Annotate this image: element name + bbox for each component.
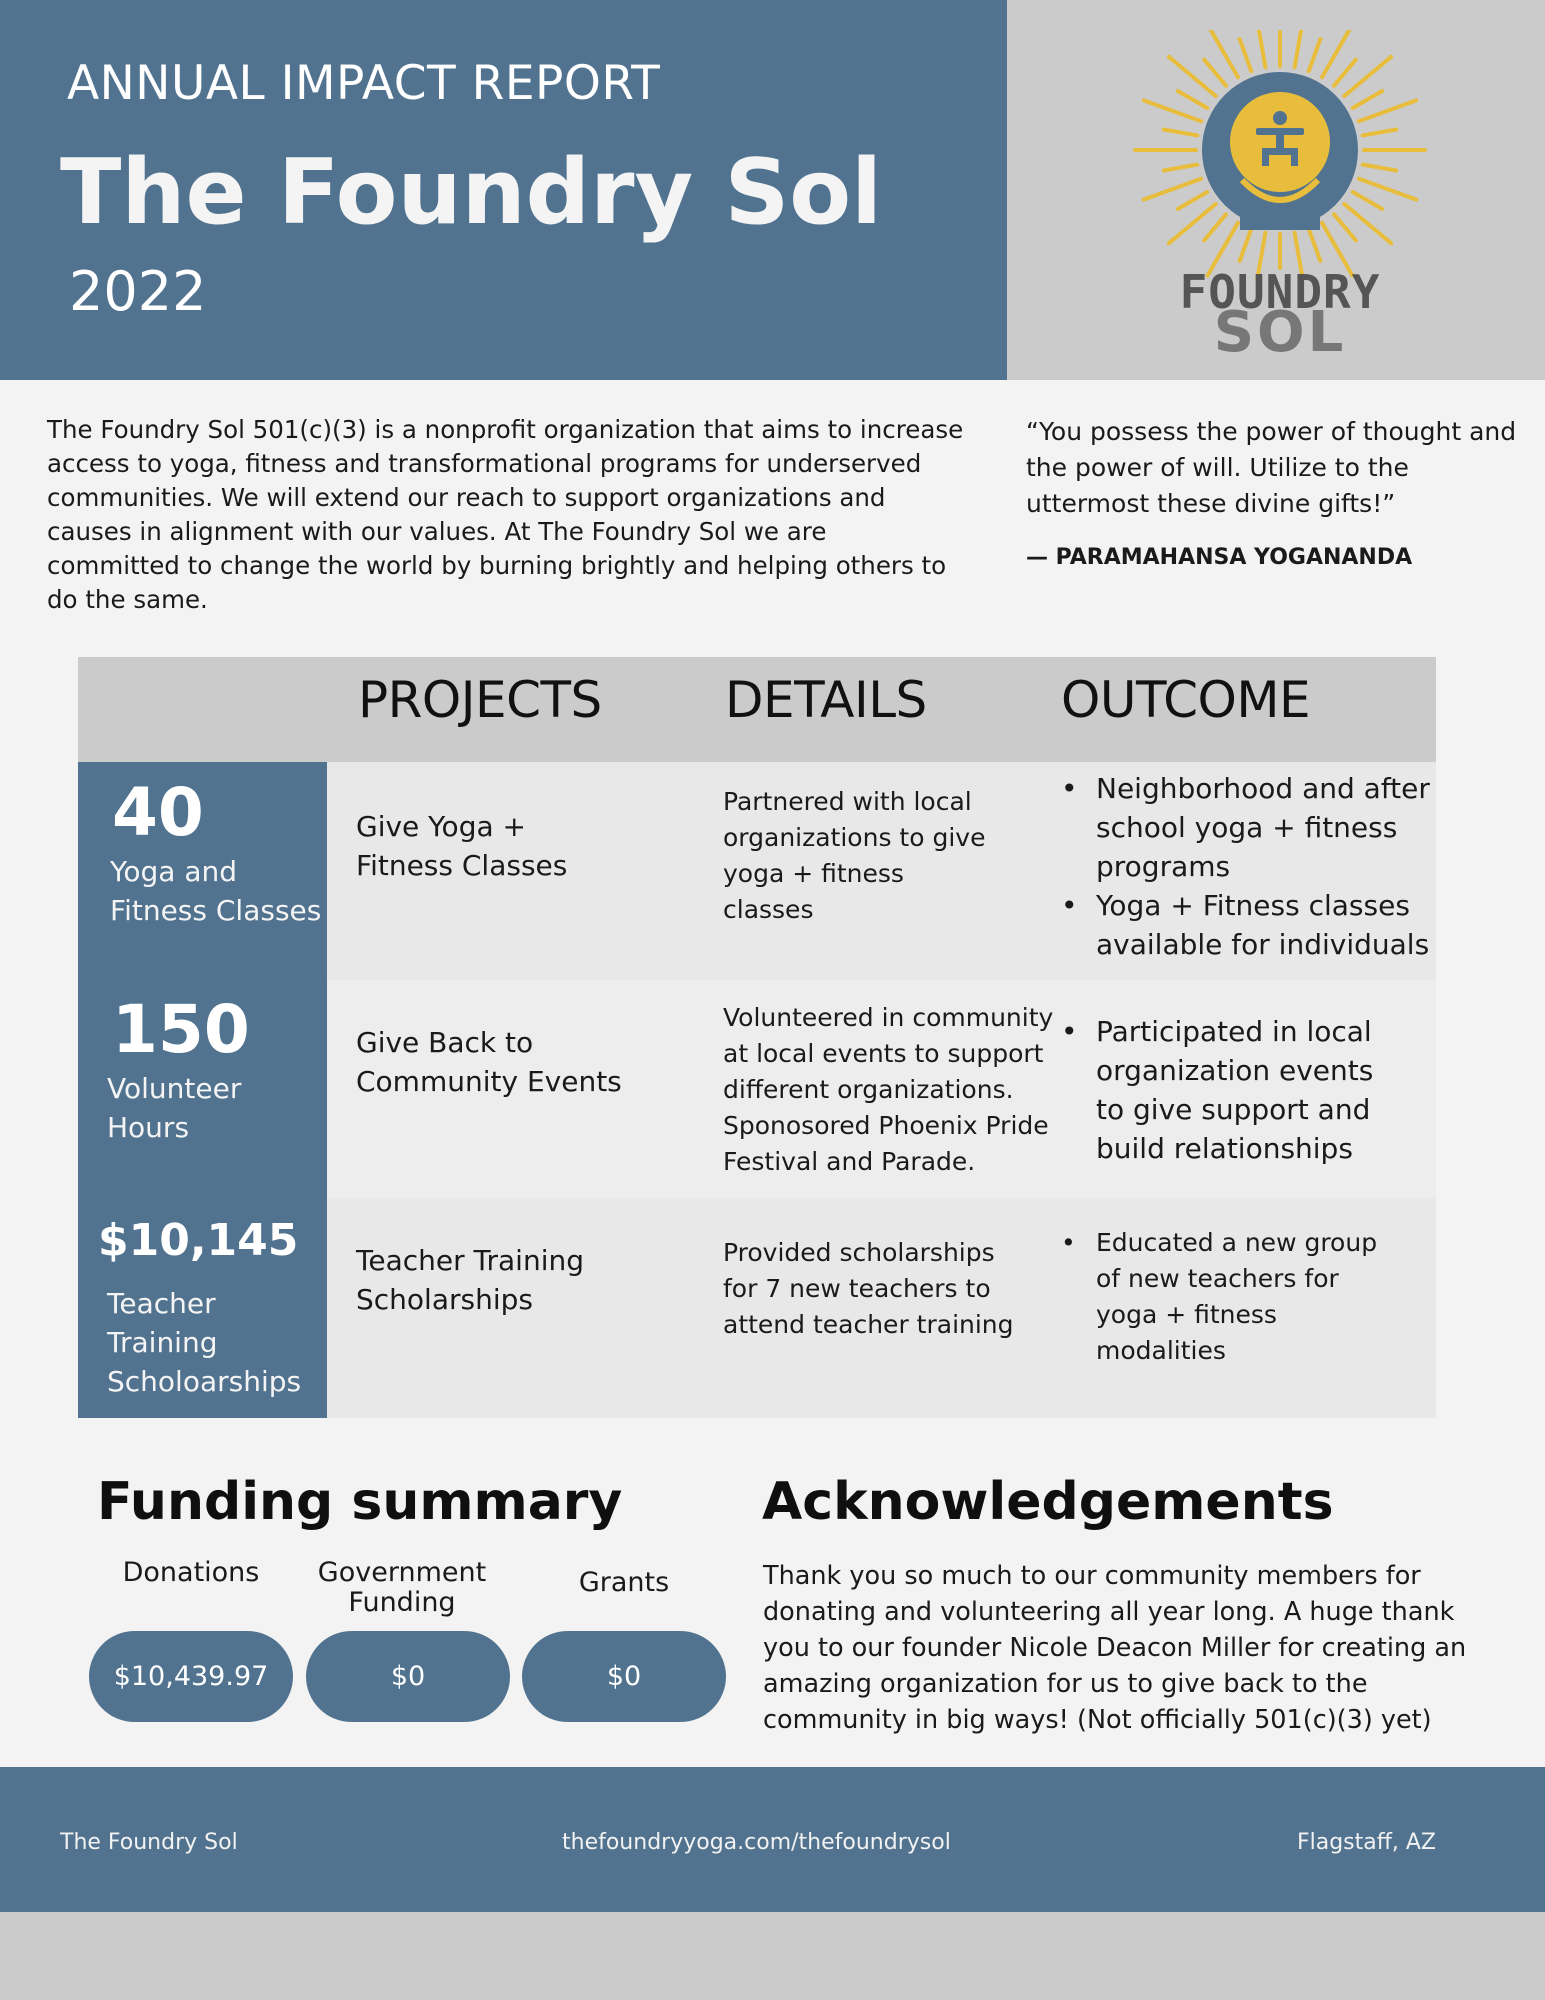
sun-ray [1309, 39, 1321, 71]
stat-value: 40 [112, 774, 204, 851]
sun-ray [1363, 165, 1396, 171]
stat-label: Yoga and Fitness Classes [110, 855, 322, 927]
outcome-item: • Educated a new group of new teachers for yoga + fitness modalities [1061, 1225, 1381, 1369]
funding-summary-heading: Funding summary [97, 1472, 623, 1532]
logo-wordmark-top: FOUNDRY [1179, 265, 1381, 319]
funding-value-government: $0 [306, 1631, 510, 1722]
details-header: DETAILS [725, 671, 927, 729]
sun-yoga-figure-icon [1130, 30, 1430, 280]
sun-ray [1204, 60, 1226, 86]
funding-label-government: Government Funding [317, 1557, 487, 1618]
sun-ray [1164, 165, 1197, 171]
stat-label: Teacher Training Scholoarships [107, 1287, 302, 1398]
sun-ray [1255, 30, 1266, 67]
mission-statement: The Foundry Sol 501(c)(3) is a nonprofit organization that aims to increase access to yoga, fitness and transformational programs for underserved communities. We will extend our reach to support organizations and causes in alignment with our values. At The Foundry Sol we are committed to change the world by burning brightly and helping others to do the same. [47, 415, 964, 614]
stat-label: Volunteer Hours [107, 1072, 242, 1144]
project-name: Give Yoga + Fitness Classes [356, 810, 568, 882]
funding-label-grants: Grants [578, 1567, 670, 1598]
stat-cell [78, 762, 327, 980]
project-outcome [1061, 1012, 1391, 1168]
project-details: Volunteered in community at local events to support different organizations. Sponosored Phoenix Pride Festival and Parade. [723, 1003, 1054, 1176]
table-row [78, 762, 1436, 980]
report-title: The Foundry Sol [60, 140, 882, 245]
stat-value: $10,145 [98, 1215, 299, 1266]
footer-org: The Foundry Sol [60, 1830, 238, 1855]
sun-ray [1178, 91, 1207, 108]
project-name: Teacher Training Scholarships [356, 1244, 584, 1316]
funding-value-donations: $10,439.97 [89, 1631, 293, 1722]
footer-location: Flagstaff, AZ [1296, 1830, 1436, 1855]
sun-ray [1359, 179, 1416, 200]
impact-table [78, 657, 1436, 1418]
sun-ray [1363, 130, 1396, 136]
sun-ray [1353, 192, 1382, 209]
footer-website-link[interactable]: thefoundryyoga.com/thefoundrysol [562, 1830, 951, 1855]
report-year: 2022 [69, 260, 207, 323]
sun-ray [1240, 229, 1252, 261]
acknowledgements-heading: Acknowledgements [762, 1472, 1334, 1532]
projects-header: PROJECTS [358, 671, 602, 729]
funding-value-grants: $0 [522, 1631, 726, 1722]
table-row [78, 1198, 1436, 1418]
outcome-item: • Neighborhood and after school yoga + fitness programs [1061, 769, 1431, 886]
sun-ray [1309, 229, 1321, 261]
quote-text: “You possess the power of thought and the power of will. Utilize to the uttermost these divine gifts!” [1026, 417, 1517, 518]
stat-cell [78, 980, 327, 1198]
foundry-sol-logo [1130, 30, 1430, 365]
stat-cell [78, 1198, 327, 1418]
project-details: Partnered with local organizations to give yoga + fitness classes [723, 787, 986, 924]
sun-ray [1353, 91, 1382, 108]
sun-ray [1295, 30, 1306, 67]
sun-ray [1240, 39, 1252, 71]
acknowledgements-text: Thank you so much to our community members for donating and volunteering all year long. A huge thank you to our founder Nicole Deacon Miller for creating an amazing organization for us to give back to the community in big ways! (Not officially 501(c)(3) yet) [763, 1561, 1467, 1735]
outcome-header: OUTCOME [1061, 671, 1311, 729]
sun-ray [1144, 179, 1201, 200]
sun-ray [1359, 100, 1416, 121]
outcome-item: • Yoga + Fitness classes available for individuals [1061, 886, 1431, 964]
report-kicker: ANNUAL IMPACT REPORT [67, 56, 661, 111]
sun-ray [1144, 100, 1201, 121]
sun-ray [1178, 192, 1207, 209]
table-header [78, 657, 1436, 762]
sun-ray [1334, 214, 1356, 240]
stat-value: 150 [112, 991, 250, 1068]
funding-label-donations: Donations [122, 1557, 260, 1588]
sun-ray [1164, 130, 1197, 136]
sun-ray [1334, 60, 1356, 86]
project-outcome [1061, 769, 1431, 964]
table-row [78, 980, 1436, 1198]
project-details: Provided scholarships for 7 new teachers to attend teacher training [723, 1238, 1014, 1339]
project-outcome [1061, 1225, 1381, 1369]
header-banner [0, 0, 1007, 380]
sun-ray [1204, 214, 1226, 240]
logo-wordmark-bottom: SOL [1213, 300, 1347, 365]
footer [0, 1767, 1545, 1912]
outcome-item: • Participated in local organization events to give support and build relationships [1061, 1012, 1391, 1168]
project-name: Give Back to Community Events [356, 1026, 622, 1098]
quote-author: — PARAMAHANSA YOGANANDA [1026, 545, 1413, 570]
